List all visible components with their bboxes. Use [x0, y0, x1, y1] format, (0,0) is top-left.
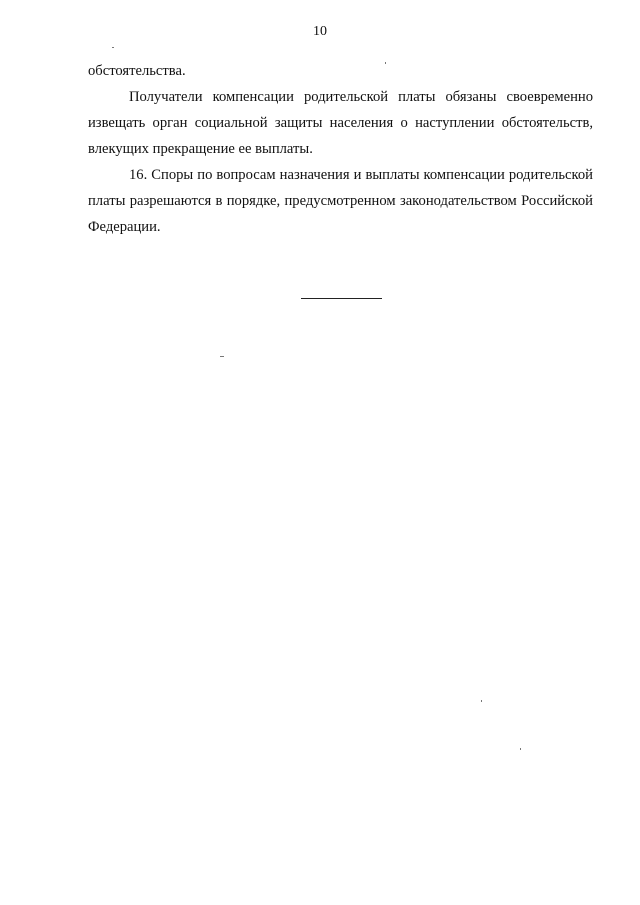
- scan-speck: [112, 47, 114, 48]
- document-body: [88, 58, 593, 240]
- scan-speck: [520, 748, 521, 750]
- paragraph-16-disputes: 16. Споры по вопросам назначения и выплаты компенсации родительской платы разрешаются в порядке, предусмотренном законодательством Российской Федерации.: [88, 167, 593, 235]
- scan-speck: [481, 700, 482, 702]
- page-number: 10: [313, 24, 327, 39]
- paragraph-recipients-obligation: Получатели компенсации родительской платы обязаны своевременно извещать орган социальной защиты населения о наступлении обстоятельств, влекущих прекращение ее выплаты.: [88, 89, 593, 157]
- scan-speck: [385, 62, 386, 64]
- end-divider-line: [301, 298, 382, 299]
- paragraph-continuation: обстоятельства.: [88, 63, 186, 79]
- scan-speck: [220, 356, 224, 357]
